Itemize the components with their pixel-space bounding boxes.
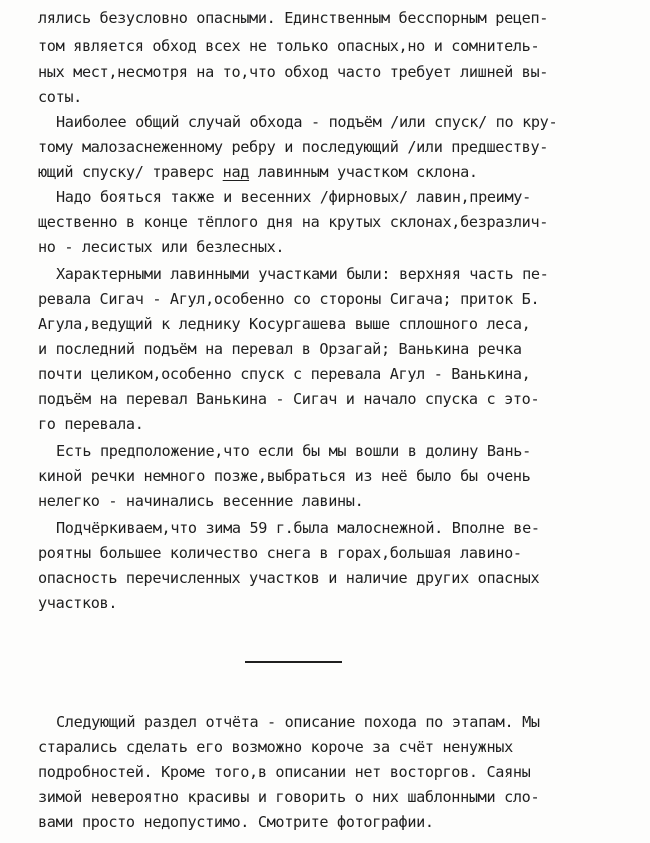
text-line: Агула,ведущий к леднику Косургашева выше сплошного леса,	[38, 315, 531, 333]
text-line: соты.	[38, 88, 82, 106]
text-line-with-underline: ющий спуску/ траверс над лавинным участком склона.	[38, 163, 478, 181]
underlined-word: над	[222, 163, 250, 181]
text-line: киной речки немного позже,выбраться из неё было бы очень	[38, 467, 531, 485]
text-line: ревала Сигач - Агул,особенно со стороны Сигача; приток Б.	[38, 290, 540, 308]
text-line: Наиболее общий случай обхода - подъём /или спуск/ по кру-	[56, 113, 558, 131]
text-line: Подчёркиваем,что зима 59 г.была малоснежной. Вполне ве-	[56, 519, 540, 537]
text-line: лялись безусловно опасными. Единственным бесспорным рецеп-	[38, 9, 549, 27]
text-line: почти целиком,особенно спуск с перевала Агул - Ванькина,	[38, 365, 531, 383]
text-line: участков.	[38, 594, 118, 612]
text-line: нелегко - начинались весенние лавины.	[38, 492, 364, 510]
text-line: Характерными лавинными участками были: верхняя часть пе-	[56, 265, 549, 283]
text-line: Надо бояться также и весенних /фирновых/ лавин,преиму-	[56, 188, 531, 206]
text-line: подробностей. Кроме того,в описании нет восторгов. Саяны	[38, 763, 531, 781]
text-line: Следующий раздел отчёта - описание похода по этапам. Мы	[56, 713, 540, 731]
text-line: роятны большее количество снега в горах,большая лавино-	[38, 544, 522, 562]
text-line: щественно в конце тёплого дня на крутых склонах,безразлич-	[38, 213, 549, 231]
text-line: подъём на перевал Ванькина - Сигач и начало спуска с это-	[38, 390, 540, 408]
text-line: вами просто недопустимо. Смотрите фотографии.	[38, 813, 434, 831]
text-line: го перевала.	[38, 415, 144, 433]
section-divider	[245, 661, 342, 663]
text-line: тому малозаснеженному ребру и последующий /или предшеству-	[38, 138, 549, 156]
text-line: но - лесистых или безлесных.	[38, 238, 285, 256]
text-line: и последний подъём на перевал в Орзагай; Ванькина речка	[38, 340, 522, 358]
text-line: ных мест,несмотря на то,что обход часто требует лишней вы-	[38, 63, 549, 81]
text-line: опасность перечисленных участков и наличие других опасных	[38, 569, 540, 587]
text-line: зимой невероятно красивы и говорить о них шаблонными сло-	[38, 788, 540, 806]
text-line: Есть предположение,что если бы мы вошли в долину Вань-	[56, 442, 531, 460]
text-line: том является обход всех не только опасных,но и сомнитель-	[38, 37, 540, 55]
text-line: старались сделать его возможно короче за счёт ненужных	[38, 738, 513, 756]
